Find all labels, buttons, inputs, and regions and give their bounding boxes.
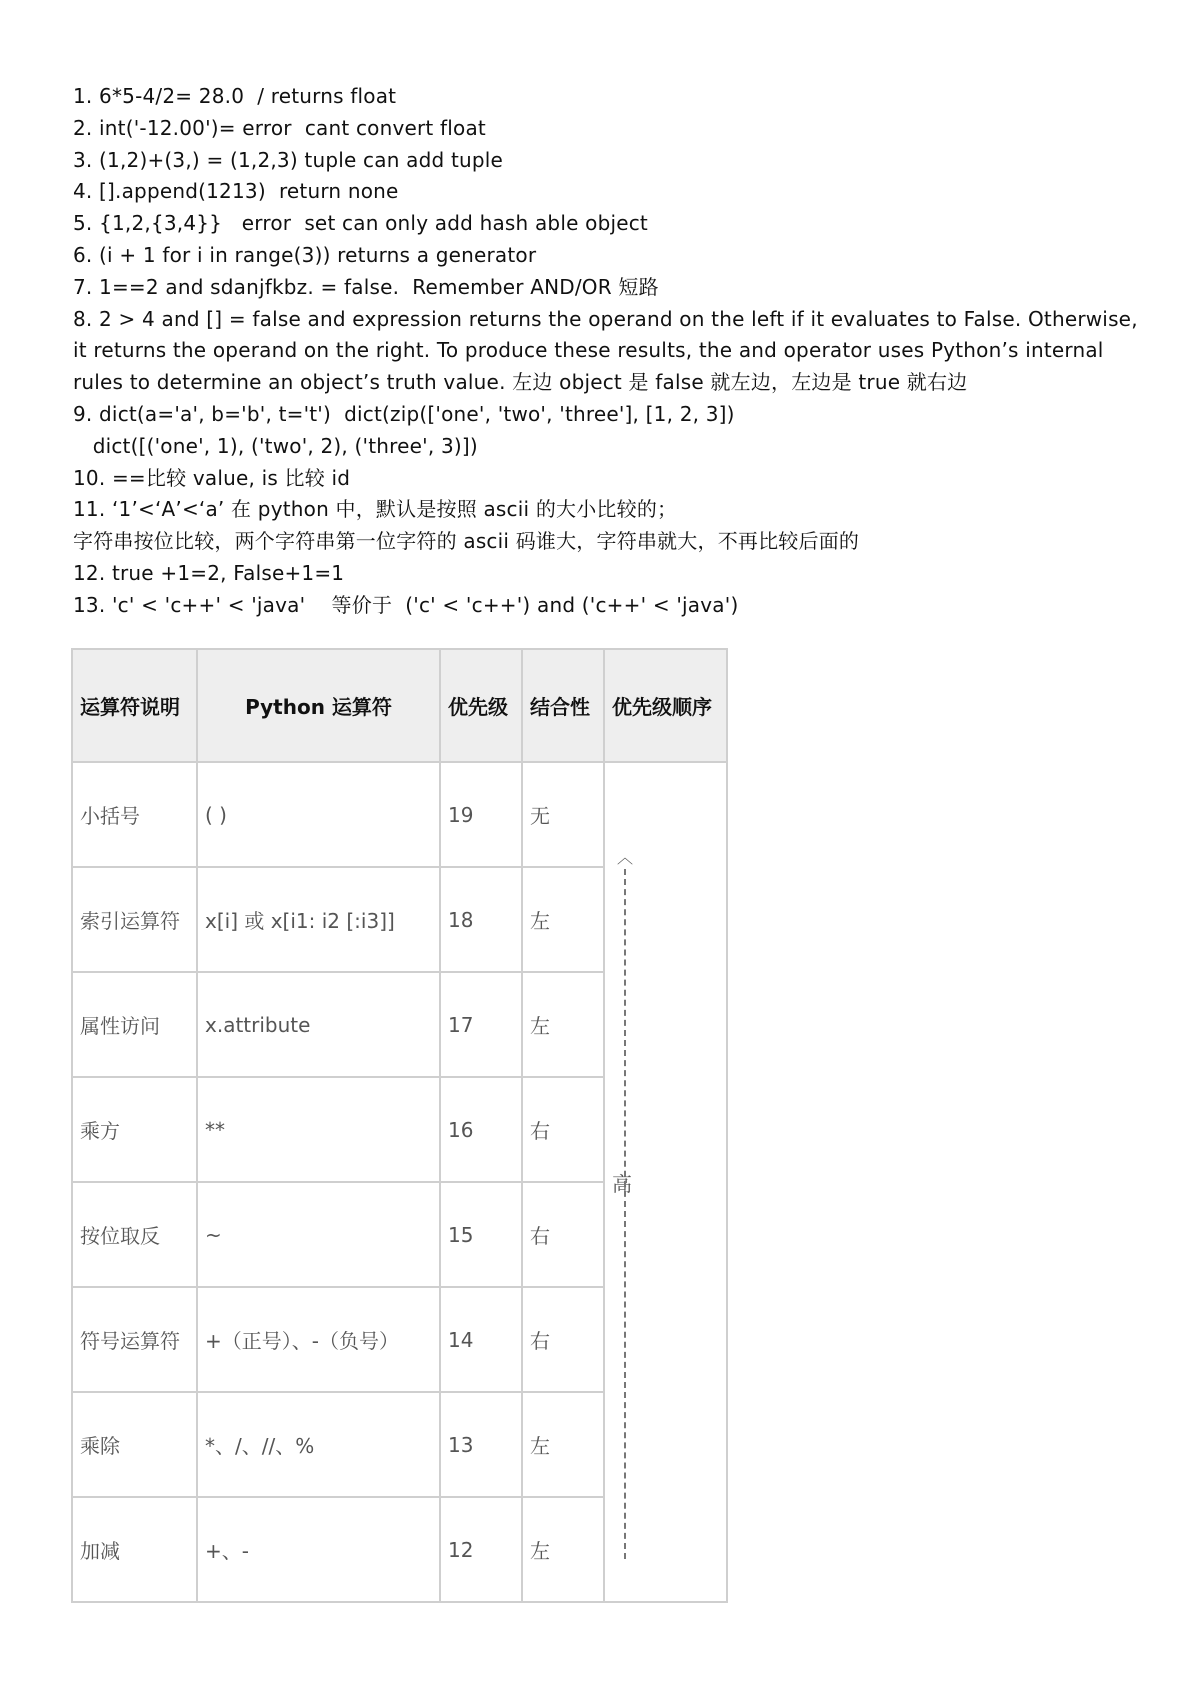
cell-operator: ** [197, 1077, 440, 1182]
precedence-order-cell [604, 762, 727, 1602]
cell-description: 索引运算符 [72, 867, 197, 972]
cell-description: 小括号 [72, 762, 197, 867]
cell-precedence: 12 [440, 1497, 522, 1602]
cell-precedence: 17 [440, 972, 522, 1077]
cell-precedence: 18 [440, 867, 522, 972]
note-1: 1. 6*5-4/2= 28.0 / returns float [73, 84, 397, 108]
operator-precedence-table [71, 648, 728, 1603]
cell-associativity: 左 [522, 1392, 604, 1497]
cell-precedence: 19 [440, 762, 522, 867]
arrow-cap-icon: ︿ [617, 848, 634, 867]
note-13: 13. 'c' < 'c++' < 'java' 等价于 ('c' < 'c++') and ('c++' < 'java') [73, 592, 739, 617]
cell-associativity: 无 [522, 762, 604, 867]
cell-description: 按位取反 [72, 1182, 197, 1287]
cell-associativity: 左 [522, 972, 604, 1077]
note-9-continued: dict([('one', 1), ('two', 2), ('three', 3)]) [73, 433, 478, 458]
cell-description: 乘除 [72, 1392, 197, 1497]
cell-operator: +、- [197, 1497, 440, 1602]
note-5: 5. {1,2,{3,4}} error set can only add hash able object [73, 211, 648, 236]
note-11: 11. ‘1’<‘A’<‘a’ 在 python 中，默认是按照 ascii 的大小比较的； [73, 497, 678, 522]
cell-operator: +（正号）、-（负号） [197, 1287, 440, 1392]
cell-precedence: 16 [440, 1077, 522, 1182]
cell-precedence: 15 [440, 1182, 522, 1287]
note-2: 2. int('-12.00')= error cant convert float [73, 115, 486, 140]
cell-associativity: 右 [522, 1077, 604, 1182]
note-12: 12. true +1=2, False+1=1 [73, 560, 345, 585]
cell-precedence: 13 [440, 1392, 522, 1497]
note-4: 4. [].append(1213) return none [73, 179, 399, 204]
cell-associativity: 右 [522, 1182, 604, 1287]
cell-description: 乘方 [72, 1077, 197, 1182]
order-high-label: 高 [612, 1171, 632, 1196]
note-9: 9. dict(a='a', b='b', t='t') dict(zip(['one', 'two', 'three'], [1, 2, 3]) [73, 401, 735, 426]
table-header-row [72, 649, 727, 762]
note-10: 10. ==比较 value, is 比较 id [73, 465, 351, 490]
cell-description: 属性访问 [72, 972, 197, 1077]
cell-associativity: 左 [522, 1497, 604, 1602]
note-8: 8. 2 > 4 and [] = false and expression returns the operand on the left if it evaluates to False. Otherwise, it returns the operand on the right. To produce these results, the and operator uses Python’s internal rules to determine an object’s truth value. 左边 object 是 false 就左边，左边是 true 就右边 [73, 306, 1145, 395]
cell-description: 符号运算符 [72, 1287, 197, 1392]
note-3: 3. (1,2)+(3,) = (1,2,3) tuple can add tuple [73, 147, 504, 172]
cell-operator: x.attribute [197, 972, 440, 1077]
cell-operator: ( ) [197, 762, 440, 867]
cell-precedence: 14 [440, 1287, 522, 1392]
table-row [72, 762, 727, 867]
notes-list [73, 81, 1143, 622]
arrow-line [624, 869, 626, 1559]
header-python-operator: Python 运算符 [197, 649, 440, 762]
note-11-continued: 字符串按位比较，两个字符串第一位字符的 ascii 码谁大，字符串就大，不再比较后面的 [73, 529, 860, 554]
cell-operator: *、/、//、% [197, 1392, 440, 1497]
header-description: 运算符说明 [72, 649, 197, 762]
header-associativity: 结合性 [522, 649, 604, 762]
note-7: 7. 1==2 and sdanjfkbz. = false. Remember AND/OR 短路 [73, 274, 659, 299]
header-precedence: 优先级 [440, 649, 522, 762]
cell-description: 加减 [72, 1497, 197, 1602]
cell-associativity: 右 [522, 1287, 604, 1392]
precedence-arrow-icon [617, 848, 634, 1569]
note-6: 6. (i + 1 for i in range(3)) returns a generator [73, 242, 537, 267]
header-precedence-order: 优先级顺序 [604, 649, 727, 762]
cell-operator: ~ [197, 1182, 440, 1287]
cell-operator: x[i] 或 x[i1: i2 [:i3]] [197, 867, 440, 972]
cell-associativity: 左 [522, 867, 604, 972]
